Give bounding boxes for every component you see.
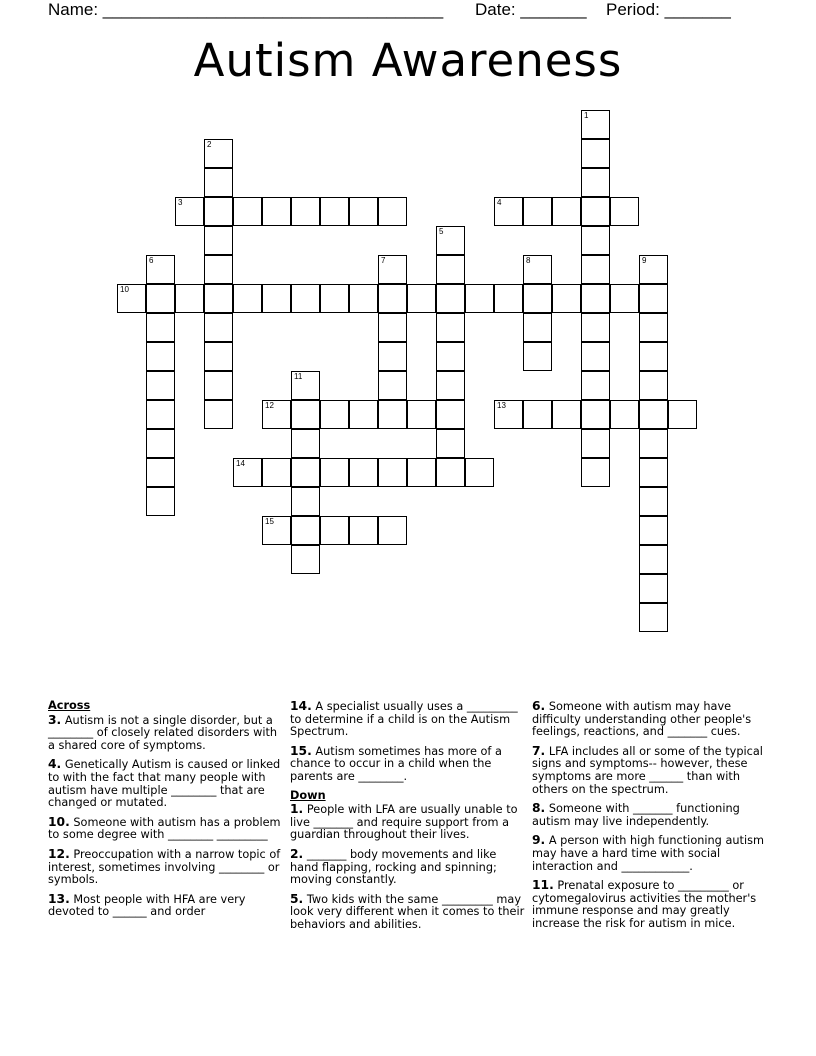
grid-cell[interactable]	[204, 197, 233, 226]
grid-cell[interactable]	[581, 197, 610, 226]
grid-cell[interactable]	[610, 284, 639, 313]
clue-down-6: 6. Someone with autism may have difficulty understanding other people's feelings, reactions, and _______ cues.	[532, 699, 752, 739]
grid-cell[interactable]	[291, 545, 320, 574]
grid-cell[interactable]	[378, 516, 407, 545]
grid-cell[interactable]	[436, 284, 465, 313]
grid-cell[interactable]	[581, 313, 610, 342]
grid-cell[interactable]	[581, 226, 610, 255]
grid-cell[interactable]	[146, 284, 175, 313]
grid-cell[interactable]	[436, 226, 465, 255]
grid-cell[interactable]	[436, 400, 465, 429]
clue-number: 11	[294, 372, 303, 381]
grid-cell[interactable]	[378, 458, 407, 487]
grid-cell[interactable]	[262, 516, 291, 545]
grid-cell[interactable]	[610, 400, 639, 429]
clue-number: 2	[207, 140, 212, 149]
grid-cell[interactable]	[639, 284, 668, 313]
grid-cell[interactable]	[146, 342, 175, 371]
clue-number: 13	[497, 401, 506, 410]
grid-cell[interactable]	[436, 371, 465, 400]
grid-cell[interactable]	[523, 284, 552, 313]
grid-cell[interactable]	[581, 429, 610, 458]
clue-number: 3	[178, 198, 183, 207]
grid-cell[interactable]	[291, 197, 320, 226]
grid-cell[interactable]	[291, 458, 320, 487]
grid-cell[interactable]	[436, 313, 465, 342]
grid-cell[interactable]	[581, 168, 610, 197]
grid-cell[interactable]	[349, 516, 378, 545]
clue-number: 8	[526, 256, 531, 265]
grid-cell[interactable]	[552, 284, 581, 313]
grid-cell[interactable]	[204, 168, 233, 197]
grid-cell[interactable]	[349, 400, 378, 429]
clue-number: 10	[120, 285, 129, 294]
grid-cell[interactable]	[204, 255, 233, 284]
grid-cell[interactable]	[378, 371, 407, 400]
grid-cell[interactable]	[320, 458, 349, 487]
page-title: Autism Awareness	[193, 34, 623, 87]
clue-number: 7	[381, 256, 386, 265]
clue-across-14: 14. A specialist usually uses a _________ to determine if a child is on the Autism Spectrum.	[290, 699, 518, 739]
grid-cell[interactable]	[175, 197, 204, 226]
grid-cell[interactable]	[262, 284, 291, 313]
grid-cell[interactable]	[639, 429, 668, 458]
grid-cell[interactable]	[262, 400, 291, 429]
clue-down-1: 1. People with LFA are usually unable to live _______ and require support from a guardian throughout their lives.	[290, 802, 518, 842]
clues-column-2	[290, 700, 528, 938]
grid-cell[interactable]	[436, 255, 465, 284]
clue-down-2: 2. _______ body movements and like hand flapping, rocking and spinning; moving constantly.	[290, 846, 497, 887]
grid-cell[interactable]	[581, 255, 610, 284]
grid-cell[interactable]	[204, 139, 233, 168]
grid-cell[interactable]	[320, 284, 349, 313]
clue-across-10: 10. Someone with autism has a problem to some degree with ________ _________	[48, 814, 281, 842]
grid-cell[interactable]	[639, 400, 668, 429]
date-field[interactable]: Date: _______	[475, 0, 587, 19]
grid-cell[interactable]	[204, 226, 233, 255]
grid-cell[interactable]	[146, 487, 175, 516]
grid-cell[interactable]	[552, 197, 581, 226]
grid-cell[interactable]	[378, 284, 407, 313]
down-heading: Down	[290, 788, 326, 802]
clue-down-9: 9. A person with high functioning autism may have a hard time with social interaction and ____________.	[532, 833, 764, 873]
grid-cell[interactable]	[204, 284, 233, 313]
grid-cell[interactable]	[523, 255, 552, 284]
clue-number: 1	[584, 111, 589, 120]
grid-cell[interactable]	[639, 487, 668, 516]
grid-cell[interactable]	[378, 313, 407, 342]
clue-number: 6	[149, 256, 154, 265]
grid-cell[interactable]	[552, 400, 581, 429]
grid-cell[interactable]	[146, 458, 175, 487]
clue-across-4: 4. Genetically Autism is caused or linked to with the fact that many people with autism have multiple ________ that are changed or mutated.	[48, 757, 281, 810]
clue-number: 9	[642, 256, 647, 265]
grid-cell[interactable]	[204, 313, 233, 342]
grid-cell[interactable]	[407, 400, 436, 429]
grid-cell[interactable]	[436, 458, 465, 487]
grid-cell[interactable]	[494, 284, 523, 313]
grid-cell[interactable]	[117, 284, 146, 313]
clue-across-3: 3. Autism is not a single disorder, but a ________ of closely related disorders with a shared core of symptoms.	[48, 712, 278, 752]
grid-cell[interactable]	[465, 458, 494, 487]
clue-across-13: 13. Most people with HFA are very devoted to ______ and order	[48, 891, 246, 919]
grid-cell[interactable]	[291, 487, 320, 516]
grid-cell[interactable]	[204, 342, 233, 371]
grid-cell[interactable]	[639, 545, 668, 574]
name-field[interactable]: Name: ____________________________________	[48, 0, 444, 19]
grid-cell[interactable]	[465, 284, 494, 313]
clue-number: 12	[265, 401, 274, 410]
grid-cell[interactable]	[639, 342, 668, 371]
grid-cell[interactable]	[175, 284, 204, 313]
grid-cell[interactable]	[407, 284, 436, 313]
clue-down-11: 11. Prenatal exposure to _________ or cytomegalovirus activities the mother's immune response and may greatly increase the risk for autism in mice.	[532, 878, 757, 930]
grid-cell[interactable]	[262, 458, 291, 487]
clues-column-3	[532, 700, 770, 937]
grid-cell[interactable]	[204, 371, 233, 400]
grid-cell[interactable]	[204, 400, 233, 429]
clue-down-7: 7. LFA includes all or some of the typical signs and symptoms-- however, these symptoms are more ______ than with others on the spectrum.	[532, 743, 763, 796]
grid-cell[interactable]	[146, 400, 175, 429]
grid-cell[interactable]	[436, 342, 465, 371]
clue-across-12: 12. Preoccupation with a narrow topic of interest, sometimes involving ________ or symbols.	[48, 846, 281, 887]
grid-cell[interactable]	[291, 429, 320, 458]
grid-cell[interactable]	[581, 110, 610, 139]
grid-cell[interactable]	[378, 342, 407, 371]
clue-number: 4	[497, 198, 502, 207]
grid-cell[interactable]	[262, 197, 291, 226]
grid-cell[interactable]	[291, 400, 320, 429]
grid-cell[interactable]	[436, 429, 465, 458]
clue-number: 5	[439, 227, 444, 236]
grid-cell[interactable]	[639, 603, 668, 632]
grid-cell[interactable]	[291, 371, 320, 400]
grid-cell[interactable]	[233, 458, 262, 487]
grid-cell[interactable]	[407, 458, 436, 487]
across-heading: Across	[48, 699, 91, 712]
grid-cell[interactable]	[378, 400, 407, 429]
grid-cell[interactable]	[146, 313, 175, 342]
clues-column-1	[48, 700, 286, 925]
grid-cell[interactable]	[233, 284, 262, 313]
clue-down-5: 5. Two kids with the same _________ may look very different when it comes to their behaviors and abilities.	[290, 891, 525, 931]
grid-cell[interactable]	[581, 284, 610, 313]
grid-cell[interactable]	[668, 400, 697, 429]
grid-cell[interactable]	[581, 139, 610, 168]
grid-cell[interactable]	[146, 371, 175, 400]
grid-cell[interactable]	[639, 255, 668, 284]
grid-cell[interactable]	[581, 342, 610, 371]
clue-number: 14	[236, 459, 245, 468]
grid-cell[interactable]	[349, 284, 378, 313]
period-field[interactable]: Period: _______	[606, 0, 731, 19]
clue-number: 15	[265, 517, 274, 526]
clue-down-8: 8. Someone with _______ functioning autism may live independently.	[532, 801, 740, 828]
clue-across-15: 15. Autism sometimes has more of a chance to occur in a child when the parents are ________.	[290, 743, 502, 783]
grid-cell[interactable]	[233, 197, 262, 226]
grid-cell[interactable]	[146, 255, 175, 284]
grid-cell[interactable]	[581, 458, 610, 487]
grid-cell[interactable]	[494, 400, 523, 429]
grid-cell[interactable]	[494, 197, 523, 226]
grid-cell[interactable]	[320, 197, 349, 226]
grid-cell[interactable]	[639, 458, 668, 487]
grid-cell[interactable]	[349, 197, 378, 226]
grid-cell[interactable]	[581, 371, 610, 400]
grid-cell[interactable]	[291, 516, 320, 545]
grid-cell[interactable]	[639, 371, 668, 400]
grid-cell[interactable]	[639, 574, 668, 603]
grid-cell[interactable]	[291, 284, 320, 313]
grid-cell[interactable]	[639, 313, 668, 342]
grid-cell[interactable]	[523, 342, 552, 371]
grid-cell[interactable]	[146, 429, 175, 458]
grid-cell[interactable]	[523, 197, 552, 226]
grid-cell[interactable]	[320, 400, 349, 429]
grid-cell[interactable]	[581, 400, 610, 429]
grid-cell[interactable]	[378, 197, 407, 226]
grid-cell[interactable]	[320, 516, 349, 545]
grid-cell[interactable]	[639, 516, 668, 545]
grid-cell[interactable]	[349, 458, 378, 487]
grid-cell[interactable]	[523, 313, 552, 342]
grid-cell[interactable]	[523, 400, 552, 429]
worksheet-header	[48, 0, 768, 22]
grid-cell[interactable]	[378, 255, 407, 284]
grid-cell[interactable]	[610, 197, 639, 226]
